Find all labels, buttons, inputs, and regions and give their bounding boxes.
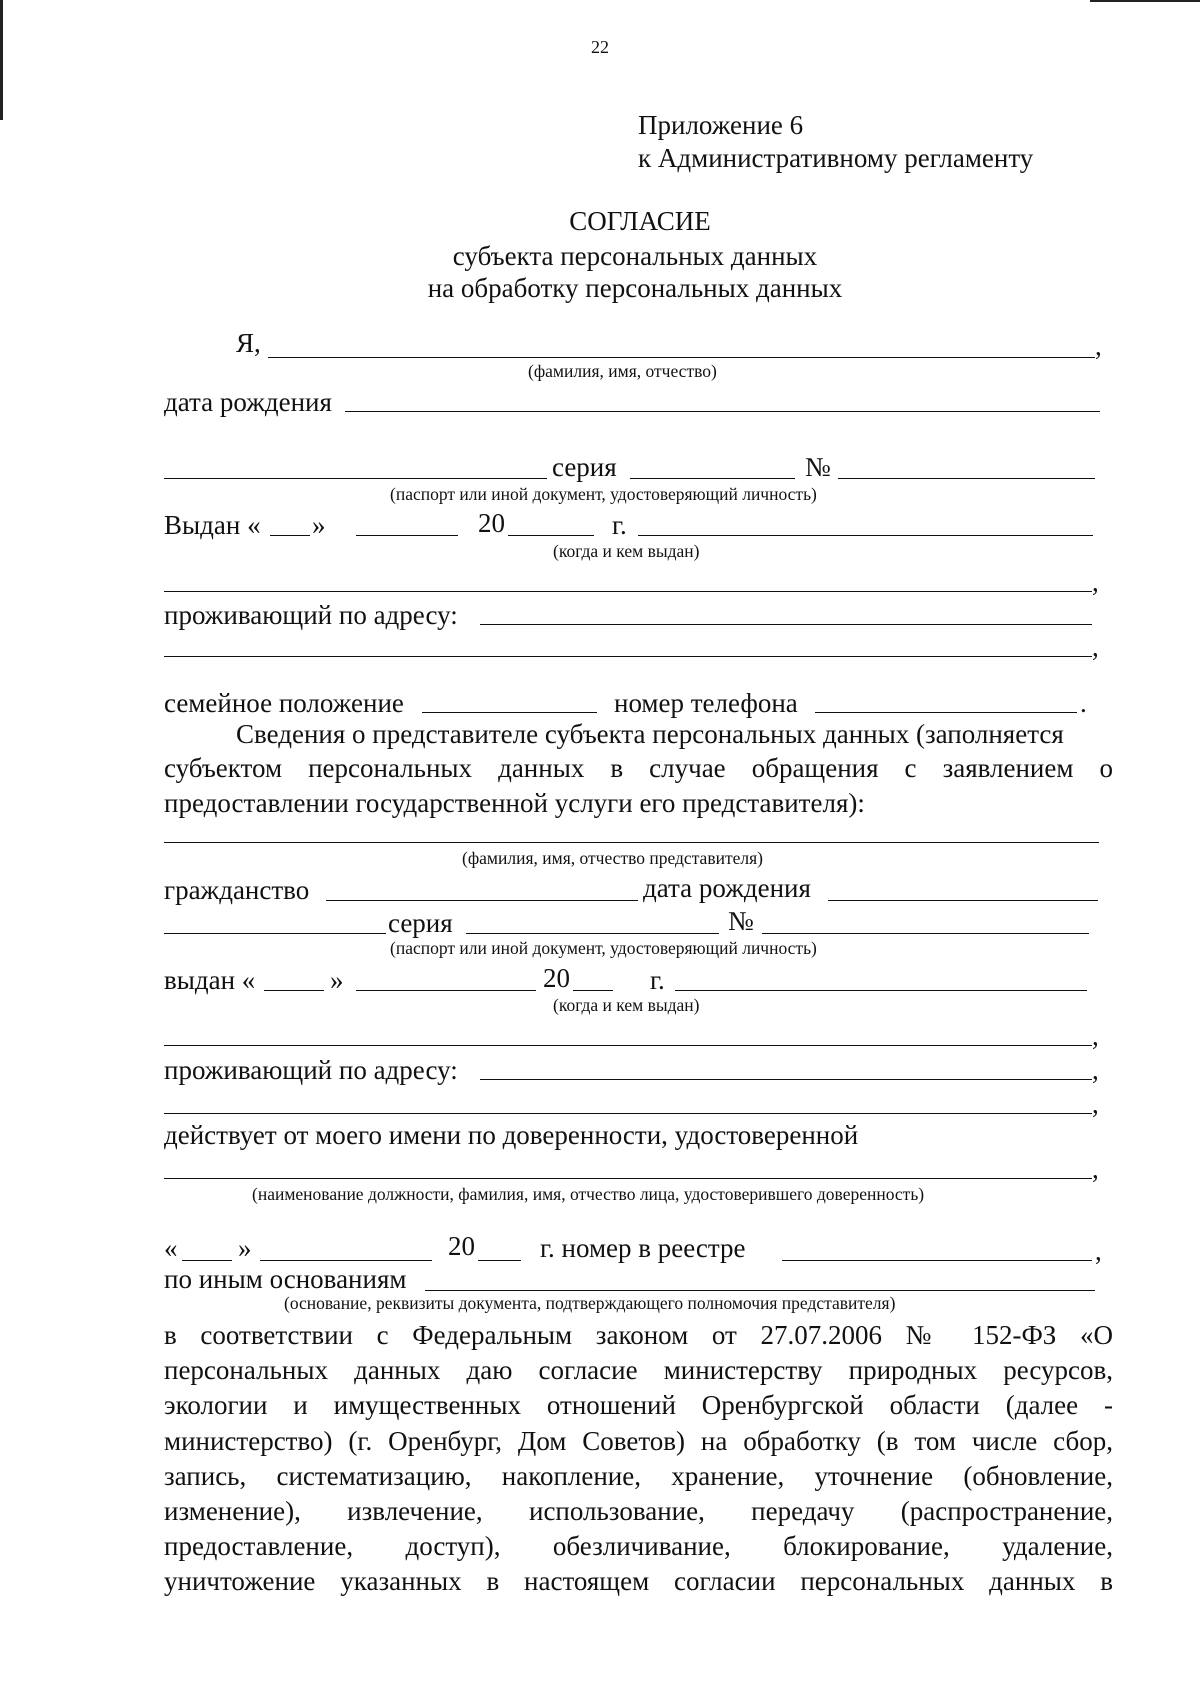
consent-line: министерство) (г. Оренбург, Дом Советов) на обработку (в том числе сбор,: [164, 1425, 1113, 1456]
issued-comma: ,: [1092, 567, 1099, 597]
rep-issued-by-field-2[interactable]: [164, 1045, 1092, 1046]
consent-line: изменение), извлечение, использование, передачу (распространение,: [164, 1496, 1113, 1526]
issued-year-suffix: г.: [612, 510, 627, 540]
other-grounds-field[interactable]: [425, 1290, 1095, 1291]
rep-intro-line-2: субъектом персональных данных в случае обращения с заявлением о: [164, 753, 1113, 783]
poa-day-field[interactable]: [182, 1260, 232, 1261]
doc-number-field[interactable]: [838, 478, 1095, 479]
rep-fio-caption: (фамилия, имя, отчество представителя): [462, 848, 763, 868]
label-issued: Выдан «: [164, 510, 261, 540]
label-other-grounds: по иным основаниям: [164, 1264, 407, 1294]
fio-caption: (фамилия, имя, отчество): [528, 361, 717, 381]
label-marital-status: семейное положение: [164, 688, 404, 718]
rep-fio-field[interactable]: [164, 842, 1099, 843]
document-title: СОГЛАСИЕ: [569, 206, 711, 236]
address-field-2[interactable]: [164, 656, 1092, 657]
label-citizenship: гражданство: [164, 875, 310, 905]
issued-year-prefix: 20: [478, 508, 505, 538]
rep-birth-date-field[interactable]: [828, 900, 1098, 901]
rep-issued-year-prefix: 20: [543, 963, 570, 993]
consent-line: персональных данных даю согласие министерству природных ресурсов,: [164, 1355, 1113, 1386]
phone-field[interactable]: [815, 712, 1077, 713]
document-subtitle-1: субъекта персональных данных: [452, 241, 818, 271]
doc-type-field[interactable]: [164, 478, 547, 479]
label-rep-address: проживающий по адресу:: [164, 1055, 458, 1085]
issued-year-field[interactable]: [508, 535, 594, 536]
appendix-regulation: к Административному регламенту: [638, 143, 1034, 173]
notary-field[interactable]: [164, 1178, 1092, 1179]
fio-field[interactable]: [268, 357, 1095, 358]
issued-by-field-2[interactable]: [164, 591, 1092, 592]
rep-issued-quote-close: »: [330, 965, 344, 995]
registry-comma: ,: [1095, 1236, 1102, 1266]
rep-issued-month-field[interactable]: [356, 990, 536, 991]
document-subtitle-2: на обработку персональных данных: [427, 273, 843, 303]
citizenship-field[interactable]: [326, 900, 638, 901]
poa-quote-open: «: [164, 1233, 178, 1263]
issued-quote-close: »: [312, 510, 326, 540]
issued-day-field[interactable]: [270, 535, 310, 536]
issued-caption: (когда и кем выдан): [553, 541, 700, 561]
label-rep-series: серия: [388, 908, 453, 938]
notary-caption: (наименование должности, фамилия, имя, отчество лица, удостоверившего доверенность): [252, 1184, 925, 1204]
rep-intro-line-3: предоставлении государственной услуги его представителя):: [164, 788, 865, 818]
rep-doc-series-field[interactable]: [466, 933, 719, 934]
fio-comma: ,: [1095, 331, 1102, 361]
label-i: Я,: [236, 328, 261, 358]
basis-caption: (основание, реквизиты документа, подтверждающего полномочия представителя): [284, 1293, 896, 1313]
scan-edge-left: [0, 0, 3, 120]
consent-line: запись, систематизацию, накопление, хранение, уточнение (обновление,: [164, 1460, 1113, 1491]
consent-line: экологии и имущественных отношений Оренбургской области (далее -: [164, 1390, 1113, 1421]
label-series: серия: [552, 452, 617, 482]
birth-date-field[interactable]: [345, 411, 1100, 412]
doc-caption: (паспорт или иной документ, удостоверяющий личность): [390, 484, 817, 504]
consent-line: уничтожение указанных в настоящем согласии персональных данных в: [164, 1566, 1113, 1597]
registry-number-field[interactable]: [782, 1260, 1092, 1261]
rep-doc-caption: (паспорт или иной документ, удостоверяющий личность): [390, 938, 817, 958]
address-comma: ,: [1092, 632, 1099, 662]
page-number: 22: [591, 37, 609, 57]
poa-quote-close: »: [238, 1233, 252, 1263]
consent-line: в соответствии с Федеральным законом от 27.07.2006 № 152-ФЗ «О: [164, 1320, 1113, 1350]
rep-issued-by-field[interactable]: [675, 990, 1087, 991]
label-power-of-attorney: действует от моего имени по доверенности, удостоверенной: [164, 1120, 859, 1150]
appendix-label: Приложение 6: [638, 110, 804, 140]
label-phone: номер телефона: [614, 688, 798, 718]
consent-line: предоставление, доступ), обезличивание, блокирование, удаление,: [164, 1531, 1113, 1562]
rep-address-field[interactable]: [480, 1079, 1092, 1080]
label-birth-date: дата рождения: [164, 387, 332, 417]
rep-issued-year-suffix: г.: [650, 965, 665, 995]
rep-intro-line-1: Сведения о представителе субъекта персональных данных (заполняется: [236, 719, 1064, 749]
notary-comma: ,: [1092, 1154, 1099, 1184]
rep-address-comma: ,: [1092, 1055, 1099, 1085]
rep-address-field-2[interactable]: [164, 1113, 1092, 1114]
poa-year-field[interactable]: [478, 1260, 521, 1261]
issued-month-field[interactable]: [356, 535, 458, 536]
rep-doc-number-field[interactable]: [762, 933, 1089, 934]
doc-series-field[interactable]: [630, 478, 795, 479]
label-number: №: [805, 452, 831, 482]
marital-status-field[interactable]: [422, 712, 597, 713]
rep-issued-comma: ,: [1092, 1021, 1099, 1051]
address-field[interactable]: [480, 624, 1092, 625]
poa-month-field[interactable]: [260, 1260, 432, 1261]
phone-period: .: [1080, 688, 1087, 718]
rep-address-comma-2: ,: [1092, 1089, 1099, 1119]
label-rep-issued: выдан «: [164, 965, 256, 995]
label-rep-birth-date: дата рождения: [643, 873, 811, 903]
label-rep-number: №: [728, 906, 754, 936]
label-registry-number: г. номер в реестре: [540, 1233, 746, 1263]
rep-issued-day-field[interactable]: [264, 990, 324, 991]
label-address: проживающий по адресу:: [164, 600, 458, 630]
rep-issued-caption: (когда и кем выдан): [553, 995, 700, 1015]
scan-edge-top: [1090, 0, 1200, 2]
rep-issued-year-field[interactable]: [573, 990, 613, 991]
issued-by-field[interactable]: [638, 535, 1093, 536]
rep-doc-type-field[interactable]: [164, 933, 386, 934]
poa-year-prefix: 20: [448, 1231, 475, 1261]
